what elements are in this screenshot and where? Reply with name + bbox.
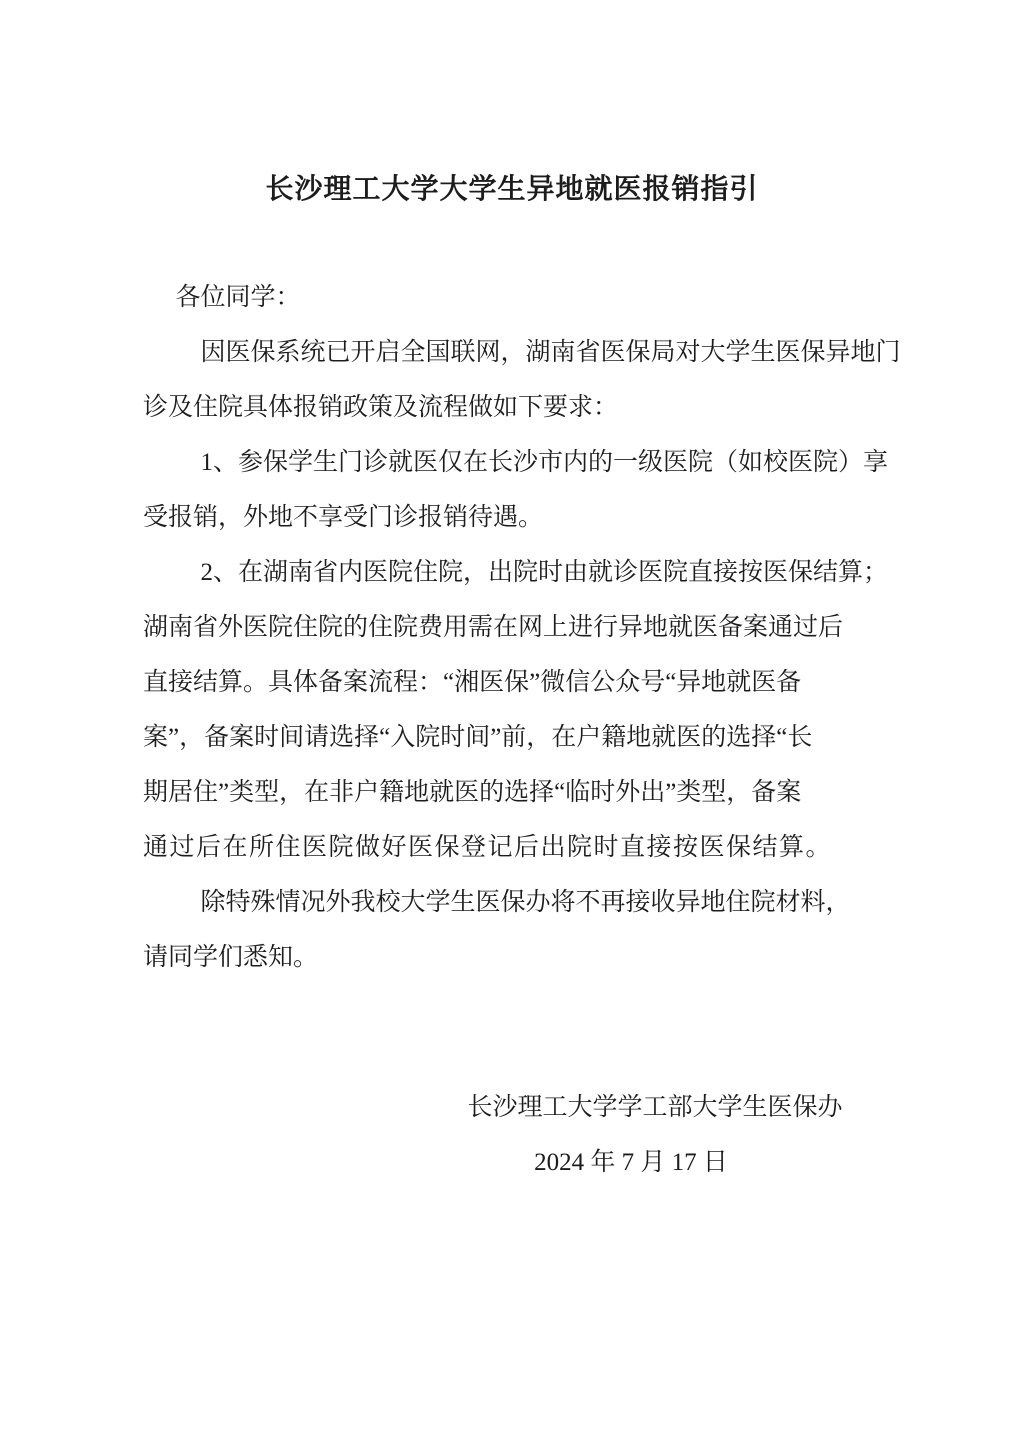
signature-date: 2024 年 7 月 17 日: [534, 1149, 728, 1176]
signature-unit: 长沙理工大学学工部大学生医保办: [467, 1094, 843, 1121]
body-line: 因医保系统已开启全国联网，湖南省医保局对大学生医保异地门: [200, 339, 901, 366]
salutation: 各位同学：: [175, 284, 301, 311]
body-line: 期居住”类型，在非户籍地就医的选择“临时外出”类型，备案: [143, 779, 802, 806]
document-title: 长沙理工大学大学生异地就医报销指引: [265, 174, 759, 205]
document-body: [0, 270, 1024, 985]
body-line: 除特殊情况外我校大学生医保办将不再接收异地住院材料，: [200, 889, 851, 916]
body-line: 2、在湖南省内医院住院，出院时由就诊医院直接按医保结算；: [200, 559, 889, 586]
body-line: 通过后在所住医院做好医保登记后出院时直接按医保结算。: [143, 834, 833, 861]
body-line: 湖南省外医院住院的住院费用需在网上进行异地就医备案通过后: [143, 614, 844, 641]
body-line: 直接结算。具体备案流程：“湘医保”微信公众号“异地就医备: [143, 669, 802, 696]
body-line: 案”，备案时间请选择“入院时间”前，在户籍地就医的选择“长: [143, 724, 813, 751]
body-line: 请同学们悉知。: [143, 944, 319, 971]
body-line: 诊及住院具体报销政策及流程做如下要求：: [143, 394, 619, 421]
body-line: 1、参保学生门诊就医仅在长沙市内的一级医院（如校医院）享: [200, 449, 889, 476]
body-line: 受报销，外地不享受门诊报销待遇。: [143, 504, 544, 531]
